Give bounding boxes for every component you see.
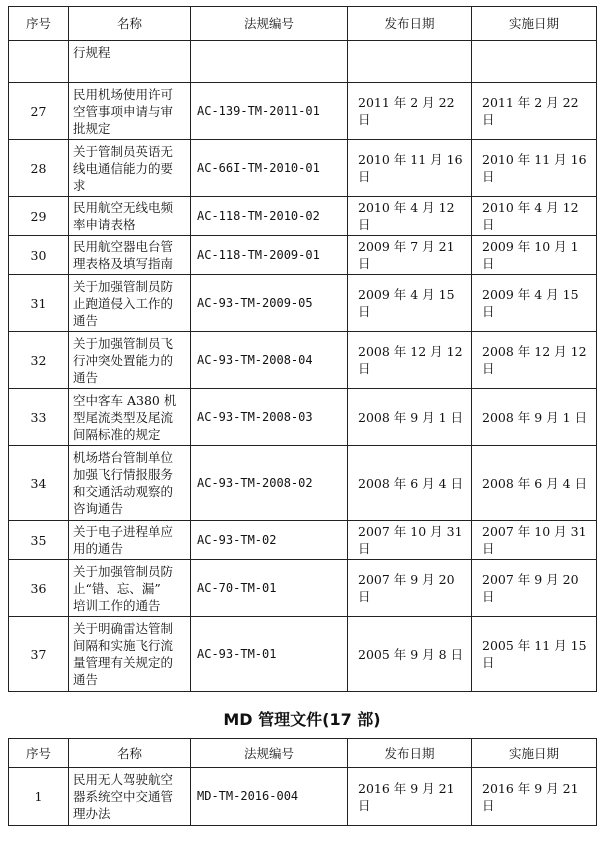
- section-title: MD 管理文件(17 部): [223, 710, 381, 729]
- header-publish-date: 发布日期: [348, 739, 472, 768]
- table-row: [9, 197, 597, 236]
- table-row: [9, 332, 597, 389]
- header-serial: 序号: [9, 7, 69, 41]
- cell-serial: [9, 41, 69, 83]
- table-row: [9, 83, 597, 140]
- cell-effective-date: [472, 41, 597, 83]
- cell-serial: 30: [9, 236, 69, 275]
- cell-serial: 28: [9, 140, 69, 197]
- cell-serial: 29: [9, 197, 69, 236]
- cell-serial: 1: [9, 768, 69, 826]
- table-row: [9, 275, 597, 332]
- cell-name: 关于管制员英语无 线电通信能力的要 求: [69, 140, 191, 197]
- cell-code: AC-93-TM-2008-03: [191, 389, 348, 446]
- cell-effective-date: 2016 年 9 月 21 日: [472, 768, 597, 826]
- cell-effective-date: 2010 年 11 月 16 日: [472, 140, 597, 197]
- cell-serial: 36: [9, 560, 69, 617]
- cell-name: 行规程: [69, 41, 191, 83]
- header-serial: 序号: [9, 739, 69, 768]
- cell-publish-date: 2010 年 4 月 12 日: [348, 197, 472, 236]
- cell-serial: 27: [9, 83, 69, 140]
- cell-publish-date: 2011 年 2 月 22 日: [348, 83, 472, 140]
- regulations-table-md: [8, 738, 597, 826]
- cell-effective-date: 2008 年 6 月 4 日: [472, 446, 597, 521]
- cell-effective-date: 2010 年 4 月 12 日: [472, 197, 597, 236]
- cell-publish-date: 2008 年 6 月 4 日: [348, 446, 472, 521]
- header-code: 法规编号: [191, 7, 348, 41]
- cell-code: [191, 41, 348, 83]
- table-row: [9, 560, 597, 617]
- cell-publish-date: [348, 41, 472, 83]
- cell-serial: 34: [9, 446, 69, 521]
- cell-code: AC-93-TM-02: [191, 521, 348, 560]
- cell-name: 民用无人驾驶航空 器系统空中交通管 理办法: [69, 768, 191, 826]
- cell-publish-date: 2007 年 10 月 31 日: [348, 521, 472, 560]
- cell-effective-date: 2008 年 12 月 12 日: [472, 332, 597, 389]
- cell-name: 民用航空器电台管 理表格及填写指南: [69, 236, 191, 275]
- table-row: [9, 389, 597, 446]
- cell-name: 民用机场使用许可 空管事项申请与审 批规定: [69, 83, 191, 140]
- table-header-row: [9, 739, 597, 768]
- header-name: 名称: [69, 739, 191, 768]
- cell-name: 关于电子进程单应 用的通告: [69, 521, 191, 560]
- cell-effective-date: 2005 年 11 月 15 日: [472, 617, 597, 692]
- cell-code: AC-93-TM-2008-04: [191, 332, 348, 389]
- cell-serial: 32: [9, 332, 69, 389]
- cell-publish-date: 2009 年 7 月 21 日: [348, 236, 472, 275]
- cell-name: 空中客车 A380 机 型尾流类型及尾流 间隔标准的规定: [69, 389, 191, 446]
- cell-name: 关于加强管制员飞 行冲突处置能力的 通告: [69, 332, 191, 389]
- cell-effective-date: 2009 年 10 月 1 日: [472, 236, 597, 275]
- table-header-row: [9, 7, 597, 41]
- cell-serial: 31: [9, 275, 69, 332]
- cell-name: 机场塔台管制单位 加强飞行情报服务 和交通活动观察的 咨询通告: [69, 446, 191, 521]
- cell-code: MD-TM-2016-004: [191, 768, 348, 826]
- table-row: [9, 446, 597, 521]
- table-row: [9, 140, 597, 197]
- cell-effective-date: 2008 年 9 月 1 日: [472, 389, 597, 446]
- cell-publish-date: 2007 年 9 月 20 日: [348, 560, 472, 617]
- cell-effective-date: 2011 年 2 月 22 日: [472, 83, 597, 140]
- cell-code: AC-66I-TM-2010-01: [191, 140, 348, 197]
- table-row: [9, 617, 597, 692]
- cell-publish-date: 2008 年 12 月 12 日: [348, 332, 472, 389]
- table-row: [9, 521, 597, 560]
- header-effective-date: 实施日期: [472, 7, 597, 41]
- cell-name: 关于加强管制员防 止“错、忘、漏” 培训工作的通告: [69, 560, 191, 617]
- cell-code: AC-118-TM-2010-02: [191, 197, 348, 236]
- cell-serial: 35: [9, 521, 69, 560]
- cell-publish-date: 2008 年 9 月 1 日: [348, 389, 472, 446]
- cell-serial: 33: [9, 389, 69, 446]
- cell-publish-date: 2016 年 9 月 21 日: [348, 768, 472, 826]
- header-code: 法规编号: [191, 739, 348, 768]
- cell-effective-date: 2007 年 9 月 20 日: [472, 560, 597, 617]
- header-name: 名称: [69, 7, 191, 41]
- cell-name: 关于加强管制员防 止跑道侵入工作的 通告: [69, 275, 191, 332]
- cell-code: AC-93-TM-01: [191, 617, 348, 692]
- regulations-table-ac: [8, 6, 597, 692]
- cell-name: 关于明确雷达管制 间隔和实施飞行流 量管理有关规定的 通告: [69, 617, 191, 692]
- header-effective-date: 实施日期: [472, 739, 597, 768]
- cell-name: 民用航空无线电频 率申请表格: [69, 197, 191, 236]
- cell-code: AC-93-TM-2008-02: [191, 446, 348, 521]
- header-publish-date: 发布日期: [348, 7, 472, 41]
- cell-serial: 37: [9, 617, 69, 692]
- cell-publish-date: 2005 年 9 月 8 日: [348, 617, 472, 692]
- cell-effective-date: 2009 年 4 月 15 日: [472, 275, 597, 332]
- cell-code: AC-118-TM-2009-01: [191, 236, 348, 275]
- table-row-continued: [9, 41, 597, 83]
- cell-code: AC-70-TM-01: [191, 560, 348, 617]
- cell-publish-date: 2010 年 11 月 16 日: [348, 140, 472, 197]
- cell-effective-date: 2007 年 10 月 31 日: [472, 521, 597, 560]
- table-row: [9, 236, 597, 275]
- cell-code: AC-93-TM-2009-05: [191, 275, 348, 332]
- table-row: [9, 768, 597, 826]
- cell-publish-date: 2009 年 4 月 15 日: [348, 275, 472, 332]
- cell-code: AC-139-TM-2011-01: [191, 83, 348, 140]
